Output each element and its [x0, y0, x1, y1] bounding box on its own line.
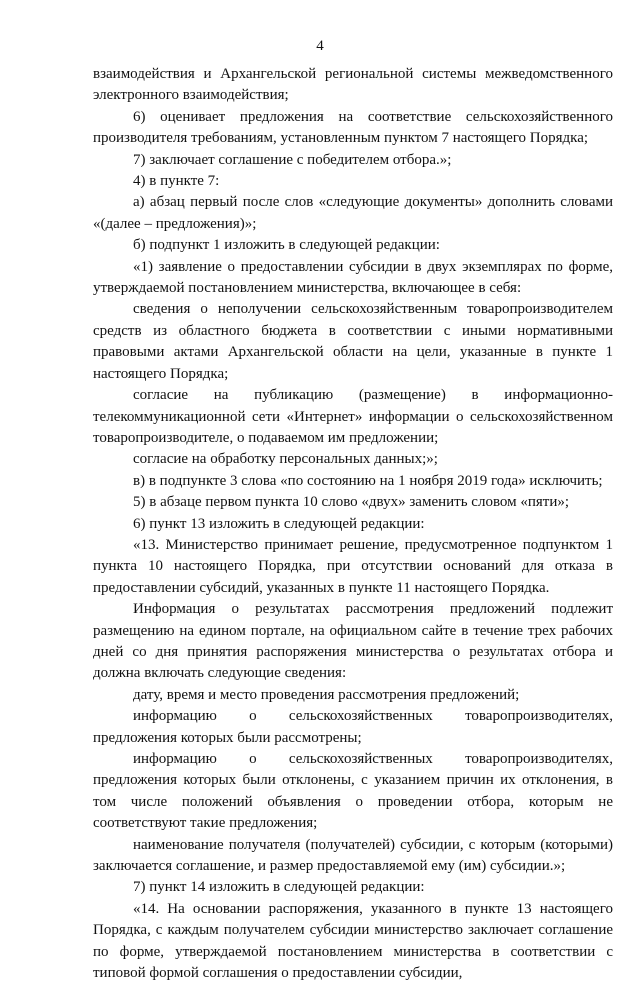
- paragraph: согласие на публикацию (размещение) в информационно-телекоммуникационной сети «Интернет» информации о сельскохозяйственном товаропроизводителе, о подаваемом им предложении;: [93, 387, 613, 446]
- paragraph: наименование получателя (получателей) субсидии, с которым (которыми) заключается соглашение, и размер предоставляемой ему (им) субсидии.»;: [93, 836, 613, 875]
- document-body: [93, 64, 613, 984]
- paragraph: сведения о неполучении сельскохозяйственным товаропроизводителем средств из областного бюджета в соответствии с иными нормативными правовыми актами Архангельской области на цели, указанные в пункте 1 настоящего Порядка;: [93, 301, 613, 382]
- paragraph: 6) оценивает предложения на соответствие сельскохозяйственного производителя требованиям, установленным пунктом 7 настоящего Порядка;: [93, 108, 613, 147]
- paragraph: а) абзац первый после слов «следующие документы» дополнить словами «(далее – предложения)»;: [93, 194, 613, 232]
- paragraph: информацию о сельскохозяйственных товаропроизводителях, предложения которых были отклонены, с указанием причин их отклонения, в том числе положений объявления о проведении отбора, которым не соответствуют такие предложения;: [93, 751, 613, 832]
- paragraph: 4) в пункте 7:: [133, 173, 220, 190]
- paragraph: 6) пункт 13 изложить в следующей редакции:: [133, 515, 425, 532]
- page-number: 4: [316, 38, 324, 54]
- paragraph: 5) в абзаце первом пункта 10 слово «двух» заменить словом «пяти»;: [133, 494, 570, 511]
- paragraph: 7) пункт 14 изложить в следующей редакции:: [133, 879, 425, 896]
- paragraph: взаимодействия и Архангельской региональной системы межведомственного электронного взаимодействия;: [93, 66, 613, 104]
- paragraph: «13. Министерство принимает решение, предусмотренное подпунктом 1 пункта 10 настоящего Порядка, при отсутствии оснований для отказа в предоставлении субсидий, указанных в пункте 11 настоящего Порядка.: [93, 536, 613, 596]
- paragraph: «14. На основании распоряжения, указанного в пункте 13 настоящего Порядка, с каждым получателем субсидии министерство заключает соглашение по форме, утверждаемой постановлением министерства в соответствии с типовой формой соглашения о предоставлении субсидии,: [93, 900, 613, 982]
- paragraph: информацию о сельскохозяйственных товаропроизводителях, предложения которых были рассмотрены;: [93, 708, 613, 746]
- paragraph: б) подпункт 1 изложить в следующей редакции:: [133, 237, 440, 254]
- paragraph: «1) заявление о предоставлении субсидии в двух экземплярах по форме, утверждаемой постановлением министерства, включающее в себя:: [93, 258, 613, 297]
- paragraph: в) в подпункте 3 слова «по состоянию на 1 ноября 2019 года» исключить;: [133, 472, 603, 489]
- paragraph: Информация о результатах рассмотрения предложений подлежит размещению на едином портале, на официальном сайте в течение трех рабочих дней со дня принятия распоряжения министерства о результатах отбора и должна включать следующие сведения:: [93, 601, 613, 682]
- paragraph: 7) заключает соглашение с победителем отбора.»;: [133, 151, 452, 168]
- paragraph: согласие на обработку персональных данных;»;: [133, 451, 438, 468]
- paragraph: дату, время и место проведения рассмотрения предложений;: [133, 686, 520, 703]
